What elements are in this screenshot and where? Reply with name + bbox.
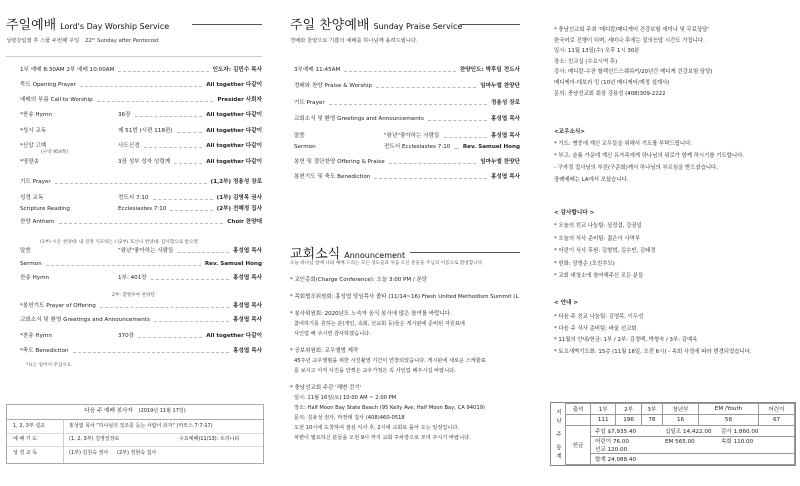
order-detail: 제 51번 (시편 118편) <box>118 128 173 134</box>
offering-item: 속회 110.00 <box>721 439 754 445</box>
order-row <box>20 127 262 136</box>
leader-line <box>154 321 229 322</box>
order-detail: 36장 <box>118 112 131 118</box>
order-item: *신앙 고백 <box>20 143 47 149</box>
order-row <box>294 158 520 167</box>
guide-title: < 안내 > <box>554 300 579 306</box>
leader-line <box>329 104 487 105</box>
worship-title <box>6 14 169 33</box>
leader-line <box>454 148 459 149</box>
list-line: * 충남선교회 주최 '메디칼/메디케어 건강보험 세미나 및 무료상담' <box>554 27 709 33</box>
servant-role: 성 경 교 독 <box>13 450 38 456</box>
list-line: * 오늘의 식사 준비팀: 젊은이 사역부 <box>554 235 640 242</box>
order-leader: Rev. Samuel Hong <box>462 144 520 150</box>
offering-item: 어린이 76.00 <box>595 439 630 445</box>
worship-title-ko: 주일예배 <box>6 18 57 33</box>
worship-sunday-number: 22ᵗʰ Sunday after Pentecost <box>84 38 159 44</box>
announce-title-rule <box>410 252 520 253</box>
stats-box <box>550 402 796 466</box>
list-line: * 교회 대청소에 참여해주신 모든 분들 <box>554 273 644 279</box>
order-item: 기도 Prayer <box>20 179 51 185</box>
leader-line <box>135 116 202 117</box>
info-column <box>548 0 800 486</box>
order-item: 1부 예배 8:30AM 2부 예배 10:00AM <box>20 67 115 73</box>
stat-header: 어린이 <box>759 404 795 415</box>
list-line: - 구자정 집사님의 부친(구준회)께서 하나님의 부르심을 받으셨습니다. <box>554 165 718 171</box>
worship-title-en: Lord's Day Worship Service <box>60 22 170 31</box>
order-detail: 사도신경 <box>118 143 140 149</box>
order-row <box>294 66 520 75</box>
order-leader: (1부) 김영목 권사 <box>216 195 262 201</box>
order-leader: 홍성엽 목사 <box>233 348 262 354</box>
worship-subtitle-ko: 성령강림절 후 스물 두번째 주일 <box>6 38 80 44</box>
order-row <box>20 347 262 356</box>
announce-line: 일시: 11월 16일(토) 10:00 AM ~ 2:00 PM <box>294 395 397 401</box>
list-line: 한국어로 진행이 되며, 세미나 후에는 질의응답 시간도 가집니다. <box>554 37 705 44</box>
order-leader: (1,2부) 정용성 장로 <box>210 179 262 185</box>
stat-value: 16 <box>663 415 699 426</box>
title-rule <box>192 24 262 25</box>
leader-line <box>178 252 229 253</box>
order-item: 성경 교독 <box>20 195 44 201</box>
stat-value: 78 <box>641 415 662 426</box>
offering-item: 감사 1,860.00 <box>721 429 759 435</box>
praise-title-rule <box>460 24 520 25</box>
leader-line <box>153 199 213 200</box>
stat-header: 청년부 <box>663 404 699 415</box>
leader-line <box>376 87 476 88</box>
servant-rule <box>7 446 263 447</box>
order-item: *찬송 Hymn <box>20 333 52 339</box>
order-row <box>20 194 262 203</box>
order-leader: Choir 찬양대 <box>227 219 262 225</box>
order-item: 예배의 부름 Call to Worship <box>20 97 93 103</box>
list-line: 일시: 11월 13일(수) 오후 1시 30분 <box>554 48 640 55</box>
order-row <box>20 66 262 75</box>
announce-line: 를 보시고 아직 사진을 안찍은 교우가정은 꼭 사인업 해주시길 바랍니다. <box>294 368 456 374</box>
order-leader: 홍성엽 목사 <box>233 303 262 309</box>
leader-line <box>389 163 476 164</box>
order-row <box>294 143 520 152</box>
order-item: 교회소식 및 환영 Greetings and Announcements <box>294 116 424 122</box>
leader-line <box>80 86 202 87</box>
order-row <box>20 205 262 214</box>
order-leader: Rev. Samuel Hong <box>204 261 262 267</box>
leader-line <box>151 279 229 280</box>
order-item: Scripture Reading <box>20 206 70 212</box>
leader-line <box>46 265 201 266</box>
leader-line <box>144 147 202 148</box>
order-leader: 홍성엽 목사 <box>491 174 520 180</box>
stat-header: 1부 <box>591 404 616 415</box>
servants-heading <box>7 407 263 416</box>
thanks-title: < 감사합니다 > <box>554 210 595 216</box>
order-row <box>20 96 262 105</box>
order-detail: 370장 <box>118 333 135 339</box>
order-leader: 임마누엘 찬양단 <box>480 159 520 165</box>
order-item: Sermon <box>294 144 316 150</box>
standing-note: *표는 일어서 주십시오. <box>26 363 73 368</box>
order-item: 찬양 Anthem <box>20 219 55 225</box>
order-detail: 1부: 401장 <box>118 275 147 281</box>
stat-value: 67 <box>759 415 795 426</box>
order-item: 묵도 Opening Prayer <box>20 82 77 88</box>
announce-line: 45주년 교우앨범을 위한 사진촬영 기간이 연장되었습니다. 게시판에 새로운 스케쥴표 <box>294 358 486 364</box>
servant-role: 1, 2, 3부 설교 <box>13 423 45 429</box>
stat-header: 3부 <box>641 404 662 415</box>
order-item: 봉헌기도 및 축도 Benediction <box>294 174 371 180</box>
order-leader: All together 다같이 <box>206 82 262 88</box>
list-line: * 기도: 병중에 계신 교우들을 위해서 기도를 부탁드립니다. <box>554 141 692 147</box>
list-line: 메디케어-데보라 밍 (10년 메디케어/재정 설계사) <box>554 80 670 86</box>
order-item: 찬송 Hymn <box>20 275 50 281</box>
servant-name: (1부) 김원숙 권사 <box>69 450 109 456</box>
servant-name: 홍성엽 목사 "하나님의 징조를 듣는 사람이 되자" (마모스 7:7-17) <box>69 423 213 429</box>
leader-line <box>100 307 229 308</box>
list-line: * 다음 주 친교 나눔팀: 김영목, 이두성 <box>554 314 644 320</box>
list-line: 강사: 메디칼-수잔 할렉선드스쉐워커/20년간 메디케 건강보험 담당) <box>554 69 713 76</box>
order-item: 말씀 <box>294 133 305 139</box>
servant-rule <box>7 433 263 434</box>
stats-side <box>551 403 566 465</box>
servant-extra: (2부) 정현숙 집사 <box>117 450 157 456</box>
order-item: 3부예배 11:45AM <box>294 67 341 73</box>
stat-header: EM /Youth <box>698 404 758 415</box>
order-leader: Presider 사회자 <box>217 97 262 103</box>
list-line: * 어린이 식사 후원: 김형혁, 김수빈, 김태경 <box>554 248 656 254</box>
order-detail: 전도서 Ecclesiastes 7:10 <box>384 144 451 150</box>
order-row <box>20 218 262 227</box>
list-line: * 헌화: 장명순 (모친추모) <box>554 260 615 267</box>
list-line: * 오늘의 친교 나눔팀: 심정섭, 강권일 <box>554 223 642 229</box>
leader-line <box>374 178 487 179</box>
leader-line <box>170 210 213 211</box>
list-line: 문의: 충남선교회 회장 강용성 (408)309-2222 <box>554 90 666 97</box>
list-line: 장소: 친교실 (수요시역 후) <box>554 58 618 65</box>
servants-rule <box>7 419 263 420</box>
order-row <box>20 178 262 187</box>
praise-subtitle: 경배와 찬양으로 기쁨의 예배를 하나님께 올려드립니다. <box>290 38 418 44</box>
order-row <box>20 316 262 325</box>
offering-item: 주일 $7,935.40 <box>595 429 637 435</box>
order-row <box>20 81 262 90</box>
order-leader: All together 다같이 <box>206 159 262 165</box>
leader-line <box>97 101 213 102</box>
stat-header: 2부 <box>616 404 641 415</box>
praise-title <box>290 14 462 33</box>
order-item: *성시 교독 <box>20 128 47 134</box>
announce-line: * 공보위원회: 교우앨범 제작 <box>290 348 359 354</box>
order-leader: 홍성엽 목사 <box>491 133 520 139</box>
leader-line <box>59 223 223 224</box>
announce-subtitle: 오늘 하나님 앞에 나와 예배 드리는 모든 성도들과 처음 오신 분들을 주님의 이름으로 환영합니다. <box>290 261 484 266</box>
praise-title-ko: 주일 찬양예배 <box>290 18 370 33</box>
order-item: *봉헌기도 Prayer of Offering <box>20 303 96 309</box>
servants-box <box>6 404 264 464</box>
announce-title-ko: 교회소식 <box>290 247 341 262</box>
order-leader: 홍성엽 목사 <box>491 116 520 122</box>
order-item: Sermon <box>20 261 42 267</box>
order-leader: 홍성엽 목사 <box>233 248 262 254</box>
servant-role: 예 배 기 도 <box>13 436 38 442</box>
order-row <box>294 82 520 91</box>
order-rule <box>6 56 262 57</box>
order-leader: 찬양인도: 박후일 전도사 <box>459 67 520 73</box>
offering-label: 헌금 <box>566 426 591 465</box>
announce-line: * 교인총회(Charge Conference): 오늘 3:00 PM / 본당 <box>290 277 428 283</box>
order-detail: 3장 성부 성자 성령께 <box>118 159 171 165</box>
order-leader: All together 다같이 <box>206 143 262 149</box>
servant-extra: 수요예배(11/13): 트리니티 <box>179 436 240 442</box>
worship-subtitle <box>6 36 159 44</box>
leader-line <box>174 163 202 164</box>
stats-table <box>565 403 795 465</box>
order-row <box>20 260 262 269</box>
announce-line: 참여하기를 원하는 분(개인, 속회, 선교회 등)들은 게시판에 준비된 자원표에 <box>294 321 465 327</box>
order-item: 교회소식 및 환영 Greetings and Announcements <box>20 317 150 323</box>
servants-date: (2019년 11월 17일) <box>138 408 186 414</box>
offering-row <box>591 454 795 465</box>
leader-line <box>177 132 202 133</box>
order-row <box>20 158 262 167</box>
stats-side-label: 지난 주 통계 <box>555 409 561 462</box>
servants-title: 다음 주 예배 봉사자 <box>84 408 133 414</box>
offering-item: EM 565.00 <box>665 439 695 445</box>
stat-value: 58 <box>698 415 758 426</box>
leader-line <box>118 71 209 72</box>
order-row <box>294 115 520 124</box>
offering-item: 십일조 14,422.00 <box>665 429 712 435</box>
order-detail: "왕년"좋아하는 사람들 <box>384 133 440 139</box>
order-item: *축도 Benediction <box>20 348 69 354</box>
order-row <box>294 99 520 108</box>
praise-title-en: Sunday Praise Service <box>373 22 463 31</box>
list-line: * 토요새벽기도회: 15층 (11월 16일, 오전 6시) - 속회 사정에 따라 변경되었습니다. <box>554 348 752 355</box>
announce-line: 사인업 해 주시면 감사하겠습니다. <box>294 331 371 337</box>
list-line: * 11월의 안내/헌금: 1부 / 2부: 김경백, 박형숙 / 3부: 김예옥 <box>554 337 698 343</box>
order-leader: 인도자: 김민수 목사 <box>212 67 262 73</box>
order-row <box>20 274 262 283</box>
order-leader: (2부) 전혜정 집사 <box>216 206 262 212</box>
attendance-label: 출석 <box>566 404 591 415</box>
order-row <box>20 111 262 120</box>
leader-line <box>344 71 456 72</box>
stat-value: 196 <box>616 415 641 426</box>
order-row <box>294 132 520 141</box>
offering-item: 합계 24,088.40 <box>595 457 637 463</box>
leader-line <box>55 183 207 184</box>
order-row <box>20 247 262 256</box>
list-line: * 다음 주 식사 준비팀: 바울 선교회 <box>554 325 637 332</box>
scripture-page-note: (구약 954쪽) <box>41 150 69 155</box>
order-leader: 정용성 장로 <box>491 100 520 106</box>
announce-line: * 봉사위원회: 2020년도 노숙자 음식 봉사에 많은 참여를 바랍니다. <box>290 311 452 317</box>
order-item: *영광송 <box>20 159 40 165</box>
order-item: 봉헌 및 결단찬양 Offering & Praise <box>294 159 385 165</box>
order-leader: All together 다같이 <box>206 112 262 118</box>
announce-line: 문의: 김용성 권사, 마정태 집사 (408)460-0518 <box>294 415 405 421</box>
offering-row <box>591 426 795 437</box>
servant-name: (1, 2, 3부) 김영일장로 <box>69 436 120 442</box>
order-leader: 임마누엘 찬양단 <box>480 83 520 89</box>
announce-line: 장소: Half Moon Bay State Beach (95 Kelly Ave, Half Moon Bay, CA 94019) <box>294 405 485 411</box>
order-row <box>20 332 262 341</box>
stat-value: 111 <box>591 415 616 426</box>
order-detail: 전도서 7:10 <box>118 195 149 201</box>
list-line: * 부고: 슬픔 가운데 계신 유가족에게 하나님의 위로가 함께 하시기를 기도합니다. <box>554 153 744 159</box>
worship-column <box>0 0 262 486</box>
order-detail: Ecclesiastes 7:10 <box>118 206 167 212</box>
order-leader: All together 다같이 <box>206 128 262 134</box>
leader-line <box>444 137 487 138</box>
order-row <box>20 302 262 311</box>
offering-item: 선교 120.00 <box>595 447 628 453</box>
servant-divider <box>63 419 64 463</box>
announce-line: * 충남선교회 주관 '해변 걷기' <box>290 385 362 391</box>
announce-line: * 목회협조위원회: 홍성엽 담임목사 졸타 (11/14~16) Fresh United Methodism Summit (L <box>290 294 519 300</box>
leader-line <box>428 120 487 121</box>
order-item: 경배와 찬양 Praise & Worship <box>294 83 372 89</box>
order-row <box>294 173 520 182</box>
praise-column <box>282 0 542 486</box>
order-leader: 홍성엽 목사 <box>233 275 262 281</box>
order-item: *찬송 Hymn <box>20 112 52 118</box>
hymn-note: 2부: 할렐루야 찬양단 <box>112 293 155 298</box>
offering-row <box>591 437 795 454</box>
leader-line <box>73 352 229 353</box>
list-line: 장례예배는 LA에서 모셨습니다. <box>554 177 629 183</box>
order-leader: All together 다같이 <box>206 333 262 339</box>
announce-line: 차편이 필요하신 분들을 오전 9시 까지 교회 주차장으로 모여 주시기 바랍니다. <box>294 435 471 441</box>
announce-line: 오전 10시에 도착하여 점심 식사 후, 2시에 교회로 돌아 오는 일정입니다. <box>294 425 459 431</box>
order-item: 기도 Prayer <box>294 100 325 106</box>
members-title: <교우소식> <box>554 129 585 135</box>
leader-line <box>138 337 202 338</box>
anthem-note: (1부) 시온 찬양대: 내 진정 사모하는 / (2부) 호산나 찬양대: 감사함으로 받으면 <box>40 240 198 245</box>
attendance-label-blank <box>566 415 591 426</box>
order-detail: "왕년"좋아하는 사람들 <box>118 248 174 254</box>
order-leader: 홍성엽 목사 <box>233 317 262 323</box>
order-item: 말씀 <box>20 248 31 254</box>
announce-title-en: Announcement <box>344 251 406 260</box>
